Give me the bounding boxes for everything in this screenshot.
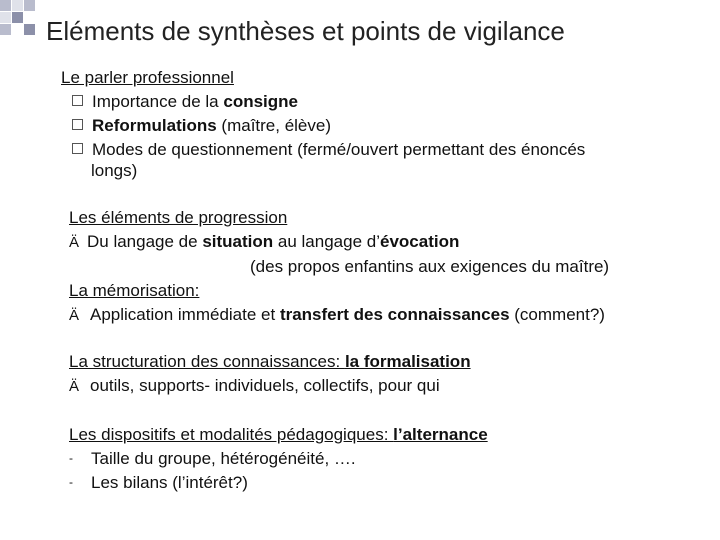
list-item: Importance de la consigne xyxy=(72,91,298,113)
list-item-continuation: (des propos enfantins aux exigences du maître) xyxy=(250,257,610,276)
list-item: Ä outils, supports- individuels, collectifs, pour qui xyxy=(69,375,440,398)
square-bullet-icon xyxy=(72,119,83,130)
section-parler-heading: Le parler professionnel xyxy=(61,68,234,87)
list-item: - Les bilans (l’intérêt?) xyxy=(69,473,248,492)
square-bullet-icon xyxy=(72,95,83,106)
list-item: Ä Application immédiate et transfert des connaissances (comment?) xyxy=(69,304,605,327)
list-item-continuation: longs) xyxy=(91,161,138,180)
dash-bullet-icon: - xyxy=(69,475,73,489)
section-dispositifs-heading: Les dispositifs et modalités pédagogiques: l’alternance xyxy=(69,425,488,444)
dash-bullet-icon: - xyxy=(69,451,73,465)
arrow-bullet-icon: Ä xyxy=(69,307,80,324)
list-item: Ä Du langage de situation au langage d’évocation xyxy=(69,231,459,254)
arrow-bullet-icon: Ä xyxy=(69,234,80,251)
list-item: Modes de questionnement (fermé/ouvert permettant des énoncés xyxy=(72,139,585,161)
section-structuration-heading: La structuration des connaissances: la formalisation xyxy=(69,352,471,371)
section-progression-heading: Les éléments de progression xyxy=(69,208,288,227)
section-memorisation-heading: La mémorisation: xyxy=(69,281,200,300)
list-item: - Taille du groupe, hétérogénéité, …. xyxy=(69,449,356,468)
arrow-bullet-icon: Ä xyxy=(69,378,80,395)
square-bullet-icon xyxy=(72,143,83,154)
list-item: Reformulations (maître, élève) xyxy=(72,115,331,137)
page-title: Eléments de synthèses et points de vigilance xyxy=(46,16,565,46)
